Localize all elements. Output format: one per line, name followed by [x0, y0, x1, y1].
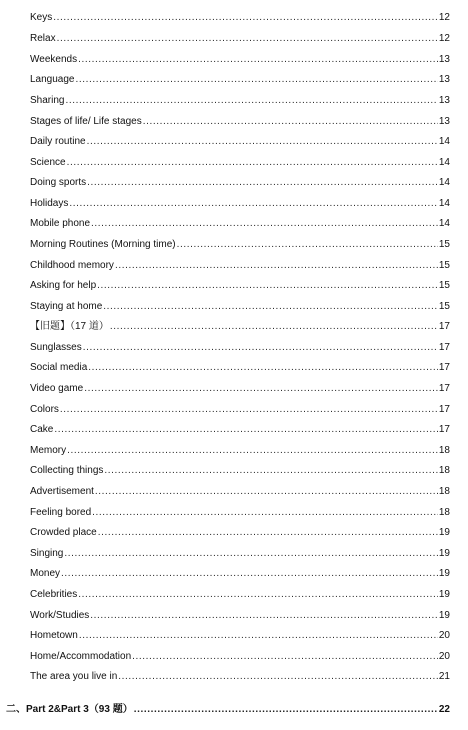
- toc-entry-page: 17: [438, 404, 450, 415]
- toc-entry-page: 15: [438, 280, 450, 291]
- toc-dot-leader: [90, 609, 438, 623]
- toc-entry-title: Mobile phone: [30, 218, 91, 229]
- toc-entry-title: Home/Accommodation: [30, 651, 132, 662]
- toc-entry[interactable]: [30, 259, 450, 273]
- toc-entry-page: 19: [438, 568, 450, 579]
- toc-entry-page: 18: [438, 486, 450, 497]
- toc-entry-page: 17: [438, 321, 450, 332]
- toc-dot-leader: [177, 238, 438, 252]
- toc-entry[interactable]: [30, 526, 450, 540]
- toc-dot-leader: [57, 32, 438, 46]
- toc-entry-title: Work/Studies: [30, 610, 90, 621]
- toc-entry-page: 12: [438, 33, 450, 44]
- toc-entry-page: 14: [438, 218, 450, 229]
- toc-entry[interactable]: [30, 506, 450, 520]
- toc-entry-title: Stages of life/ Life stages: [30, 116, 142, 127]
- toc-entry[interactable]: [30, 156, 450, 170]
- toc-entry-title: Doing sports: [30, 177, 87, 188]
- toc-dot-leader: [69, 197, 438, 211]
- toc-entry[interactable]: [30, 650, 450, 664]
- toc-entry[interactable]: [30, 279, 450, 293]
- toc-entry[interactable]: [30, 609, 450, 623]
- toc-entry[interactable]: [30, 320, 450, 334]
- toc-entry-title: Crowded place: [30, 527, 97, 538]
- toc-entry-page: 20: [438, 630, 450, 641]
- toc-dot-leader: [95, 485, 438, 499]
- toc-entry[interactable]: [30, 197, 450, 211]
- toc-dot-leader: [92, 506, 438, 520]
- toc-entry-title: Colors: [30, 404, 59, 415]
- toc-entry-title: Hometown: [30, 630, 78, 641]
- toc-dot-leader: [79, 629, 438, 643]
- toc-entry-title: Science: [30, 157, 66, 168]
- toc-entry[interactable]: [30, 547, 450, 561]
- toc-entry-title: Collecting things: [30, 465, 104, 476]
- toc-dot-leader: [115, 259, 438, 273]
- toc-entry-page: 18: [438, 507, 450, 518]
- toc-entry-page: 19: [438, 589, 450, 600]
- toc-dot-leader: [84, 382, 438, 396]
- toc-section-title: 二、Part 2&Part 3（93 题）: [6, 704, 133, 715]
- toc-entry-title: Morning Routines (Morning time): [30, 239, 176, 250]
- toc-entry-page: 17: [438, 424, 450, 435]
- toc-dot-leader: [103, 300, 438, 314]
- toc-entry-title: Staying at home: [30, 301, 103, 312]
- toc-entry-title: 【旧题】（17 道）: [30, 321, 109, 332]
- toc-entry-title: Money: [30, 568, 61, 579]
- toc-entry[interactable]: [30, 567, 450, 581]
- toc-entry-title: Asking for help: [30, 280, 97, 291]
- toc-entry[interactable]: [30, 588, 450, 602]
- toc-entry-title: The area you live in: [30, 671, 118, 682]
- toc-dot-leader: [67, 444, 438, 458]
- toc-dot-leader: [87, 176, 438, 190]
- toc-entry[interactable]: [30, 217, 450, 231]
- toc-entry-title: Childhood memory: [30, 260, 114, 271]
- toc-entry[interactable]: [30, 464, 450, 478]
- toc-entry-title: Sunglasses: [30, 342, 82, 353]
- toc-entry-page: 15: [438, 260, 450, 271]
- toc-section-entry[interactable]: [6, 703, 450, 717]
- toc-dot-leader: [64, 547, 438, 561]
- toc-dot-leader: [67, 156, 438, 170]
- toc-entry-page: 13: [438, 74, 450, 85]
- toc-entry-title: Holidays: [30, 198, 69, 209]
- toc-entry-title: Sharing: [30, 95, 65, 106]
- toc-entry-title: Keys: [30, 12, 53, 23]
- toc-entry[interactable]: [30, 629, 450, 643]
- toc-entry[interactable]: [30, 94, 450, 108]
- toc-dot-leader: [61, 567, 438, 581]
- toc-dot-leader: [132, 650, 438, 664]
- toc-dot-leader: [87, 135, 438, 149]
- toc-dot-leader: [54, 423, 438, 437]
- toc-dot-leader: [98, 526, 438, 540]
- toc-dot-leader: [78, 588, 438, 602]
- toc-entry-title: Cake: [30, 424, 54, 435]
- toc-entry[interactable]: [30, 485, 450, 499]
- toc-entry-title: Video game: [30, 383, 84, 394]
- toc-entry-page: 15: [438, 301, 450, 312]
- toc-entry-title: Weekends: [30, 54, 78, 65]
- toc-entry-page: 14: [438, 136, 450, 147]
- toc-entry[interactable]: [30, 238, 450, 252]
- toc-entry[interactable]: [30, 361, 450, 375]
- toc-entry-page: 13: [438, 54, 450, 65]
- toc-entry[interactable]: [30, 11, 450, 25]
- toc-dot-leader: [97, 279, 438, 293]
- toc-entry-page: 17: [438, 362, 450, 373]
- toc-entry-page: 21: [438, 671, 450, 682]
- toc-entry-title: Daily routine: [30, 136, 86, 147]
- toc-entry-page: 19: [438, 548, 450, 559]
- toc-entry[interactable]: [30, 300, 450, 314]
- toc-entry-page: 18: [438, 465, 450, 476]
- toc-entry[interactable]: [30, 73, 450, 87]
- toc-entry-title: Relax: [30, 33, 56, 44]
- toc-entry-page: 19: [438, 527, 450, 538]
- toc-entry[interactable]: [30, 53, 450, 67]
- toc-entry-title: Advertisement: [30, 486, 94, 497]
- toc-dot-leader: [104, 464, 438, 478]
- toc-entry[interactable]: [30, 341, 450, 355]
- toc-dot-leader: [60, 403, 438, 417]
- toc-entry-page: 14: [438, 198, 450, 209]
- toc-entry-page: 19: [438, 610, 450, 621]
- toc-entry-page: 20: [438, 651, 450, 662]
- toc-dot-leader: [134, 703, 438, 717]
- toc-entry-title: Celebrities: [30, 589, 78, 600]
- toc-entry-page: 12: [438, 12, 450, 23]
- toc-entry[interactable]: [30, 176, 450, 190]
- toc-entry-title: Memory: [30, 445, 67, 456]
- toc-dot-leader: [110, 320, 438, 334]
- toc-dot-leader: [65, 94, 437, 108]
- toc-entry[interactable]: [30, 135, 450, 149]
- toc-entry-page: 14: [438, 157, 450, 168]
- toc-dot-leader: [118, 670, 438, 684]
- toc-dot-leader: [78, 53, 438, 67]
- toc-entry[interactable]: [30, 403, 450, 417]
- toc-entry[interactable]: [30, 32, 450, 46]
- toc-dot-leader: [76, 73, 438, 87]
- toc-entry-title: Feeling bored: [30, 507, 92, 518]
- toc-entry[interactable]: [30, 670, 450, 684]
- toc-entry-page: 14: [438, 177, 450, 188]
- toc-entry-title: Language: [30, 74, 75, 85]
- toc-entry-title: Social media: [30, 362, 88, 373]
- toc-dot-leader: [83, 341, 438, 355]
- toc-entry-page: 13: [438, 95, 450, 106]
- toc-dot-leader: [88, 361, 438, 375]
- toc-dot-leader: [53, 11, 438, 25]
- toc-entry[interactable]: [30, 115, 450, 129]
- toc-entry[interactable]: [30, 423, 450, 437]
- toc-section-page: 22: [438, 704, 450, 715]
- toc-entry-page: 18: [438, 445, 450, 456]
- toc-entry-page: 13: [438, 116, 450, 127]
- toc-entry-title: Singing: [30, 548, 64, 559]
- toc-dot-leader: [143, 115, 438, 129]
- toc-entry[interactable]: [30, 382, 450, 396]
- toc-entry-page: 17: [438, 342, 450, 353]
- toc-entry-page: 17: [438, 383, 450, 394]
- toc-dot-leader: [91, 217, 438, 231]
- toc-entry-page: 15: [438, 239, 450, 250]
- toc-entry[interactable]: [30, 444, 450, 458]
